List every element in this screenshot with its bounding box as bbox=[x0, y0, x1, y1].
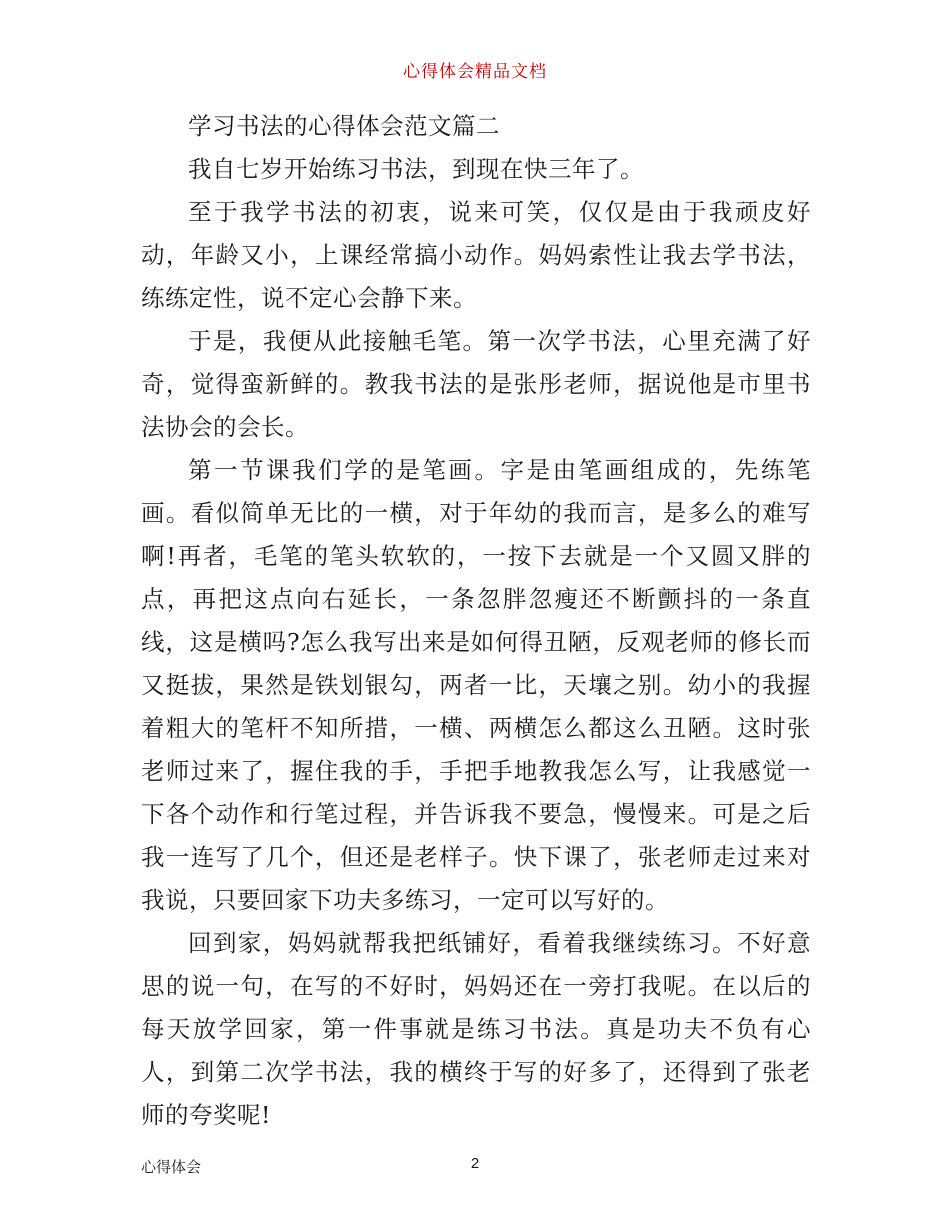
footer-label: 心得体会 bbox=[141, 1158, 202, 1176]
paragraph: 我自七岁开始练习书法，到现在快三年了。 bbox=[188, 155, 644, 183]
running-header: 心得体会精品文档 bbox=[403, 62, 547, 82]
document-title: 学习书法的心得体会范文篇二 bbox=[188, 112, 500, 140]
paragraph: 第一节课我们学的是笔画。字是由笔画组成的，先练笔画。看似简单无比的一横，对于年幼的我而言，是多么的难写啊!再者，毛笔的笔头软软的，一按下去就是一个又圆又胖的点，再把这点向右延长，一条忽胖忽瘦还不断颤抖的一条直线，这是横吗?怎么我写出来是如何得丑陋，反观老师的修长而又挺拔，果然是铁划银勾，两者一比，天壤之别。幼小的我握着粗大的笔杆不知所措，一横、两横怎么都这么丑陋。这时张老师过来了，握住我的手，手把手地教我怎么写，让我感觉一下各个动作和行笔过程，并告诉我不要急，慢慢来。可是之后我一连写了几个，但还是老样子。快下课了，张老师走过来对我说，只要回家下功夫多练习，一定可以写好的。 bbox=[141, 456, 811, 914]
paragraph: 至于我学书法的初衷，说来可笑，仅仅是由于我顽皮好动，年龄又小，上课经常搞小动作。妈妈索性让我去学书法，练练定性，说不定心会静下来。 bbox=[141, 198, 811, 312]
document-body bbox=[141, 105, 811, 1137]
page-number: 2 bbox=[470, 1155, 480, 1172]
paragraph: 于是，我便从此接触毛笔。第一次学书法，心里充满了好奇，觉得蛮新鲜的。教我书法的是张彤老师，据说他是市里书法协会的会长。 bbox=[141, 327, 811, 441]
paragraph: 回到家，妈妈就帮我把纸铺好，看着我继续练习。不好意思的说一句，在写的不好时，妈妈还在一旁打我呢。在以后的每天放学回家，第一件事就是练习书法。真是功夫不负有心人，到第二次学书法，我的横终于写的好多了，还得到了张老师的夸奖呢! bbox=[141, 929, 811, 1129]
